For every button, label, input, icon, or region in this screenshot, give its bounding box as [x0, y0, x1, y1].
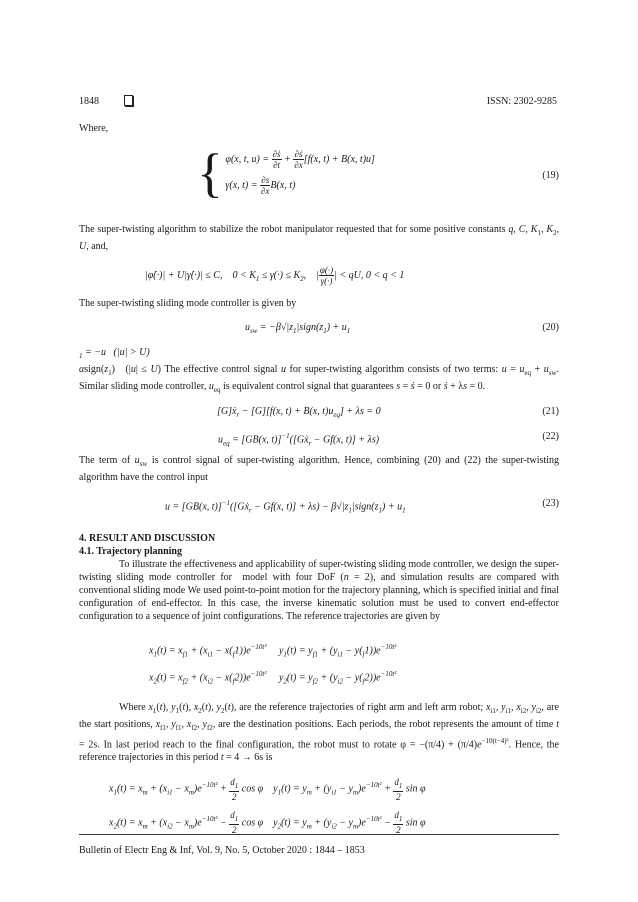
subsection-heading: 4.1. Trajectory planning: [79, 546, 182, 557]
eq19-number: (19): [542, 170, 559, 181]
controller-given: The super-twisting sliding mode controller is given by: [79, 298, 297, 309]
footer-citation: Bulletin of Electr Eng & Inf, Vol. 9, No. 5, October 2020 : 1844 – 1853: [79, 845, 365, 856]
issn: ISSN: 2302-9285: [486, 96, 557, 107]
footer-rule: [79, 834, 559, 835]
rotation-equations: $x_1(t) = x_m + (x_{i1} - x_m)e^{-10t^2}$ + $\frac{d_1}{2}$ cos φ $y_1(t) = y_m + (y_{i1} - y_m)e^{-10t^2}$ + $\frac{d_1}{2}$ sin φ $x_2(t) = x_m + (x_{i2} - x_m)e^{-10t^2}$ − $\frac{d_1}{2}$ cos φ $y_2(t) = y_m + (y_{i2} - y_m)e^{-10t^2}$ − $\frac{d_1}{2}$ sin φ: [109, 776, 426, 836]
fragment-line-1: $_1$ = −u (|u| > U): [79, 347, 150, 360]
where-text: Where,: [79, 123, 109, 134]
equation-20: $u_{sw}$ = $-\beta√|z_1|sign(z_1) + u_1$ (20): [245, 322, 559, 335]
effective-signal-text: $\alpha sign(z_1) (|u| \le U)$ The effective control signal u for super-twisting algorithm consists of two terms: $u = u_{eq} + u_{sw}$. Similar sliding mode controller, $u_{eq}$ is equivalent control signal that guarantees s = ṡ = 0 or ṡ + λs = 0.: [79, 364, 559, 394]
eq21-number: (21): [542, 406, 559, 417]
where-paragraph: Where $x_1(t)$, $y_1(t)$, $x_2(t)$, $y_2(t)$, are the reference trajectories of right arm and left arm robot; $x_{i1}$, $y_{i1}$, $x_{i2}$, $y_{i2}$, are the start positions, $x_{f1}$, $y_{f1}$, $x_{f2}$, $y_{f2}$, are the destination positions. Each periods, the robot represents the amount of time t = 2s. In last period reach to the final configuration, the robot must to rotate $\varphi = -(\pi/4) + (\pi/4)e^{-10(t-4)^2}$. Hence, the reference trajectories in this period t = 4 → 6s is: [79, 702, 559, 764]
eq22-number: (22): [542, 431, 559, 442]
term-text: The term of $u_{sw}$ is control signal of super-twisting algorithm. Hence, combining (20) and (22) the super-twisting algorithm have the control input: [79, 455, 560, 483]
eq20-number: (20): [542, 322, 559, 333]
equation-23: u = [GB(x, t)]$^{-1}$([Gẋ$_r$ − Gf(x, $t)] + \lambda s) - \beta√|z_1|sign(z_1) + u_1$ (23): [165, 498, 559, 515]
equation-22: $u_{eq} = [GB(x$, t)]$^{-1}$([Gẋ$_r$ − Gf(x, t)] + λs) (22): [218, 431, 559, 448]
page-body: [79, 122, 560, 836]
section-heading: 4. RESULT AND DISCUSSION: [79, 533, 216, 544]
page-number: 1848: [79, 96, 99, 107]
trajectory-equations: $x_1(t) = x_{f1} + (x_{i1} - x(_f1))e^{-10t^2}$ $y_1(t) = y_{f1} + (y_{i1} - y(_f1))e^{-10t^2}$ $x_2(t) = x_{f2} + (x_{i2} - x(_f2))e^{-10t^2}$ $y_2(t) = y_{f2} + (y_{i2} - y(_f2))e^{-10t^2}$: [149, 643, 397, 686]
trajectory-paragraph: To illustrate the effectiveness and applicability of super-twisting sliding mode controller, we design the super-twisting sliding mode controller for model with four DoF (n = 2), and simulation results are compared with conventional sliding mode We used point-to-point motion for the trajectory planning, which is specified initial and final configuration of end-effector. In this case, the inverse kinematic solution must be used to convert end-effector configuration to a sequence of joint configurations. The reference trajectories are given by: [79, 559, 559, 622]
st-intro: The super-twisting algorithm to stabilize the robot manipulator requested that for some positive constants q, C, $K_1$, $K_2$, U, and,: [79, 224, 560, 252]
condition-equation: |φ̇(·)| + U|γ̇(·)| ≤ C, $0 < K_1 \le \gamma(\cdot) \le K_2$, | $\frac{\varphi(\cdot)}{\gamma(\cdot)}$ | < qU, 0 < q < 1: [145, 265, 405, 286]
eq23-number: (23): [542, 498, 559, 509]
equation-19: { φ(x, t, u) = $\frac{\text{∂ṡ}}{\partial t}$ + $\frac{\text{∂ṡ}}{\partial x}$ [f(x, t) + B(x, t)u] γ(x, t) = $\frac{\partial s}{\partial x}$ B(x, t) (19): [197, 143, 559, 203]
square-icon: [124, 95, 133, 106]
equation-21: [G]ẋ$_r$ − [G][f(x, t) + B(x, $t)u_{eq}] + \lambda s = 0$ (21): [217, 406, 559, 419]
